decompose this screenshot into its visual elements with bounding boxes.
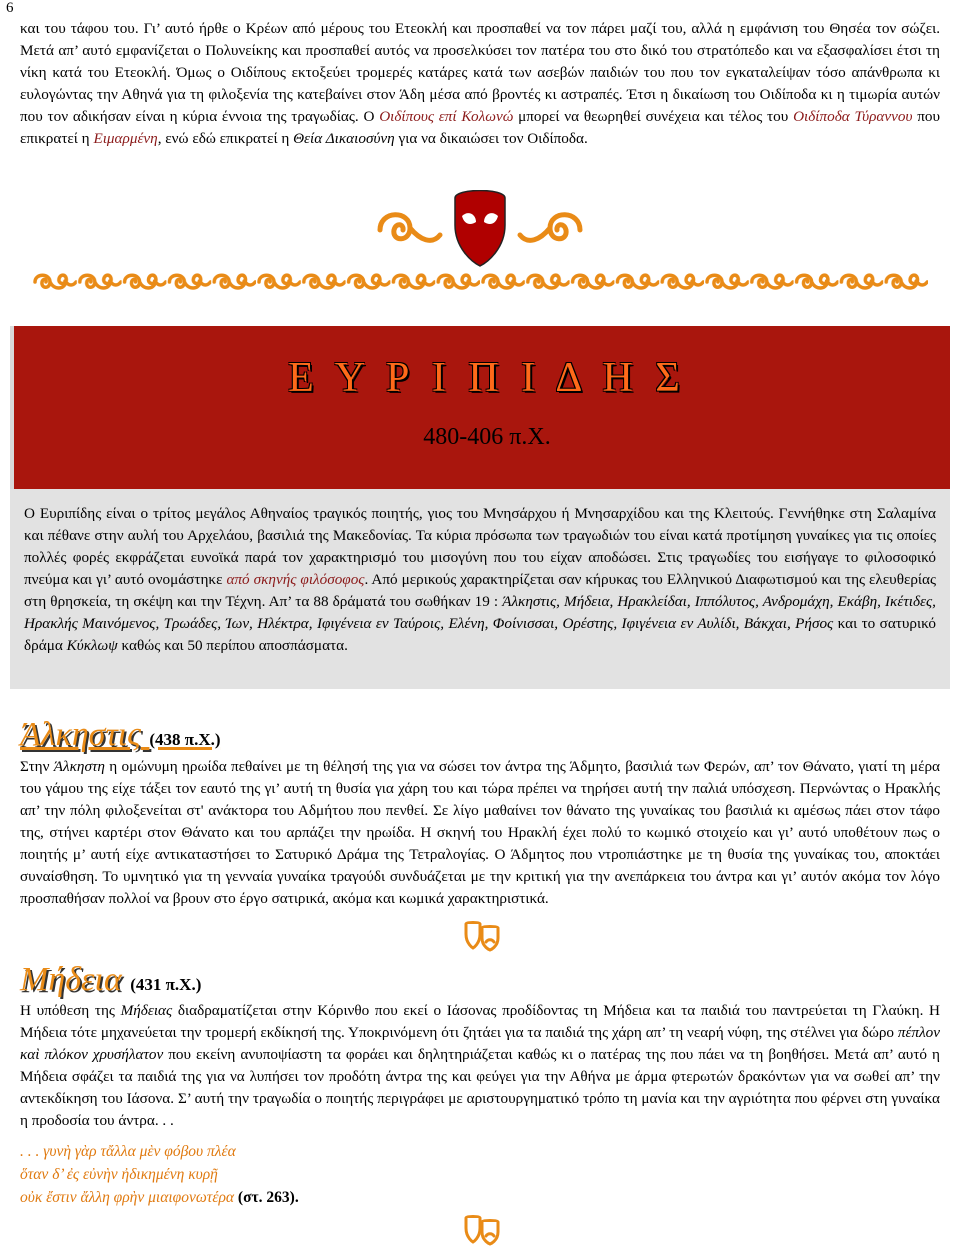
author-title: Ε Υ Ρ Ι Π Ι Δ Η Σ [288, 355, 686, 401]
list-of-plays: Άλκηστις, Μήδεια, Ηρακλείδαι, Ιππόλυτος, Ανδρομάχη, Εκάβη, Ικέτιδες, Ηρακλής Μαινόμενος, Τρωάδες, Ίων, Ηλέκτρα, Ιφιγένεια εν Ταύροις, Ελένη, Φοίνισσαι, Ορέστης, Ιφιγένεια εν Αυλίδι, Βάκχαι, Ρήσος [24, 593, 936, 632]
comedy-tragedy-masks-icon [462, 1214, 502, 1246]
banner-fill [24, 326, 950, 489]
comedy-tragedy-masks-icon [462, 920, 502, 952]
title-oedipus-tyrannus: Οιδίποδα Τύραννου [793, 108, 913, 125]
text-run: Στην [20, 758, 54, 775]
medea-paragraph [20, 1000, 940, 1132]
alkestis-paragraph [20, 756, 940, 910]
author-dates: 480-406 π.Χ. [423, 424, 551, 450]
verse-line-1: . . . γυνὴ γὰρ τἄλλα μὲν φόβου πλέα [20, 1143, 236, 1160]
text-run: και το σατυρικό δράμα [24, 615, 937, 654]
alkestis-heading [20, 716, 221, 754]
term-divine-justice: Θεία Δικαιοσύνη [293, 130, 395, 147]
text-run: που εκείνη ανυποψίαστη τα φοράει και δηλητηριάζεται καθώς κι ο πατέρας της που πάει να τη βοηθήσει. Μετά απ’ αυτό η Μήδεια σφάζει τα παιδιά της για να λυπήσει τον προδότη άντρα της και φεύγει για την Αθήνα με άρμα φτερωτών δρακόντων για να σωθεί απ’ την αντεκδίκηση του Ιάσονα. Σ’ αυτή την τραγωδία ο ποιητής περιγράφει με αριστουργηματικό τρόπο τη μανία και την αγριότητα που φέρνει στη γυναίκα η προδοσία του άντρα. . . [20, 1046, 940, 1129]
term-stage-philosopher: από σκηνής φιλόσοφος [226, 571, 365, 588]
page-number: 6 [6, 0, 14, 16]
text-run: . Από μερικούς χαρακτηρίζεται σαν κήρυκας του Ελληνικού Διαφωτισμού και της ελευθερίας στη θρησκεία, τη σκέψη και την Τέχνη. Απ’ τα 88 δράματά του σωθήκαν 19 : [24, 571, 936, 610]
verse-quote [20, 1140, 299, 1209]
biography-box [10, 489, 950, 689]
text-run: που επικρατεί η [20, 108, 940, 147]
text-run: και του τάφου του. Γι’ αυτό ήρθε ο Κρέων από μέρους του Ετεοκλή και προσπαθεί να τον πάρει μαζί του, αλλά η εμφάνιση του Θησέα τον σώζει. Μετά απ’ αυτό εμφανίζεται ο Πολυνείκης και προσπαθεί αυτός να προσελκύσει τον πατέρα του στο δικό του στρατόπεδο και να εξασφαλίσει έτσι τη νίκη κατά του Ετεοκλή. Όμως ο Οιδίπους εκτοξεύει τρομερές κατάρες κατά των ασεβών παιδιών του που τον εγκαταλείψαν τόσο απάνθρωπα κι ευλογώντας την Αθηνά για τη φιλοξενία της κατεβαίνει στον Άδη μέσα από βροντές κι αστραπές. Έτσι η δικαίωση του Οιδίποδα κι η τιμωρία αυτών που τον αδικήσαν είναι η κύρια έννοια της τραγωδίας. Ο [20, 20, 940, 125]
verse-line-2: ὅταν δ’ ἐς εὐνὴν ἠδικημένη κυρῇ [20, 1166, 218, 1183]
verse-line-3 [20, 1186, 299, 1209]
title-cyclops: Κύκλωψ [66, 637, 118, 654]
text-run: η ομώνυμη ηρωίδα πεθαίνει με τη θέλησή της για να σώσει τον άντρα της Άδμητο, βασιλιά των Φερών, απ’ τον Θάνατο, γιατί τη μέρα του γάμου της είχε τάξει τον εαυτό της γι’ αυτή τη θυσία για χάρη του και τώρα πρέπει να τηρήσει αυτή την παλιά υπόσχεση. Περνώντας ο Ηρακλής απ’ την πόλη φιλοξενείται στ' ανάκτορα του Αδμήτου που πενθεί. Σε λίγο μαθαίνει τον θάνατο της γυναίκας του βασιλιά κι αμέσως πάει στον τάφο της, στήνει καρτέρι στον Θάνατο και του αρπάζει την ηρωίδα. Η σκηνή του Ηρακλή έχει πολύ το κωμικό στοιχείο και γι’ αυτό υποθέτουν πως ο ποιητής μ’ αυτή είχε αντικαταστήσει το Σατυρικό Δράμα της Τετραλογίας. Ο Άδμητος που ντροπιάστηκε με τη θυσία της γυναίκας του, αποκτάει συναίσθηση. Το υμνητικό για τη γενναία γυναίκα τραγούδι συνδυάζεται με την κριτική για την ανεπάρκεια του άντρα και γι’ αυτόν ακόμα τον λόγο προσπαθήσαν πολλοί να βρουν στο έργο σατιρικά, ακόμα και κωμικά χαρακτηριστικά. [20, 758, 940, 907]
title-oedipus-colonus: Οιδίπους επί Κολωνώ [379, 108, 514, 125]
title-medea: Μήδειας [120, 1002, 173, 1019]
alkestis-title: Άλκηστις [20, 716, 141, 753]
text-run: Η υπόθεση της [20, 1002, 121, 1019]
intro-paragraph [20, 18, 940, 150]
text-run: διαδραματίζεται στην Κόρινθο που εκεί ο Ιάσονας προδίδοντας τη Μήδεια και τα παιδιά του παντρεύεται τη Γλαύκη. Η Μήδεια τότε μηχανεύεται την τρομερή εκδίκησή της. Υποκρινόμενη ότι ζητάει για τα παιδιά της χάρη απ’ τη νεαρή νύφη, της στέλνει για δώρο [20, 1002, 941, 1041]
theatre-mask-with-swirls-icon [370, 190, 590, 270]
term-eimarmeni: Ειμαρμένη [93, 130, 158, 147]
text-run: μπορεί να θεωρηθεί συνέχεια και τέλος του [513, 108, 794, 125]
quote-peplos: πέπλον καὶ πλόκον χρυσήλατον [20, 1024, 940, 1063]
text-run: καθώς και 50 περίπου αποσπάσματα. [117, 637, 348, 654]
text-run: Ο Ευριπίδης είναι ο τρίτος μεγάλος Αθηναίος τραγικός ποιητής, γιος του Μνησάρχου ή Μνησαρχίδου και της Κλειτούς. Γεννήθηκε στη Σαλαμίνα και πέθανε στην αυλή του Αρχελάου, βασιλιά της Μακεδονίας. Τα κύρια πρόσωπα των τραγωδιών του είναι κατά προτίμηση γυναίκες για τις οποίες πολλές φορές εκφράζεται ευνοϊκά παρά τον χαρακτηρισμό του μισογύνη που του είχαν αποδώσει. Στις τραγωδίες του εισήγαγε το φιλοσοφικό πνεύμα και γι’ αυτό ονομάστηκε [24, 505, 936, 588]
biography-text [24, 503, 936, 657]
verse-line-3-text: οὐκ ἔστιν ἄλλη φρὴν μιαιφονωτέρα [20, 1189, 235, 1206]
text-run: για να δικαιώσει τον Οιδίποδα. [394, 130, 588, 147]
swirl-divider-icon [32, 270, 928, 294]
text-run: , ενώ εδώ επικρατεί η [157, 130, 294, 147]
medea-heading [20, 961, 201, 999]
medea-year: (431 π.Χ.) [130, 975, 202, 994]
verse-reference: (στ. 263). [237, 1189, 299, 1206]
title-alkesti: Άλκηστη [53, 758, 105, 775]
alkestis-year: (438 π.Χ.) [149, 730, 221, 749]
medea-title: Μήδεια [20, 961, 122, 998]
author-banner [10, 326, 950, 489]
